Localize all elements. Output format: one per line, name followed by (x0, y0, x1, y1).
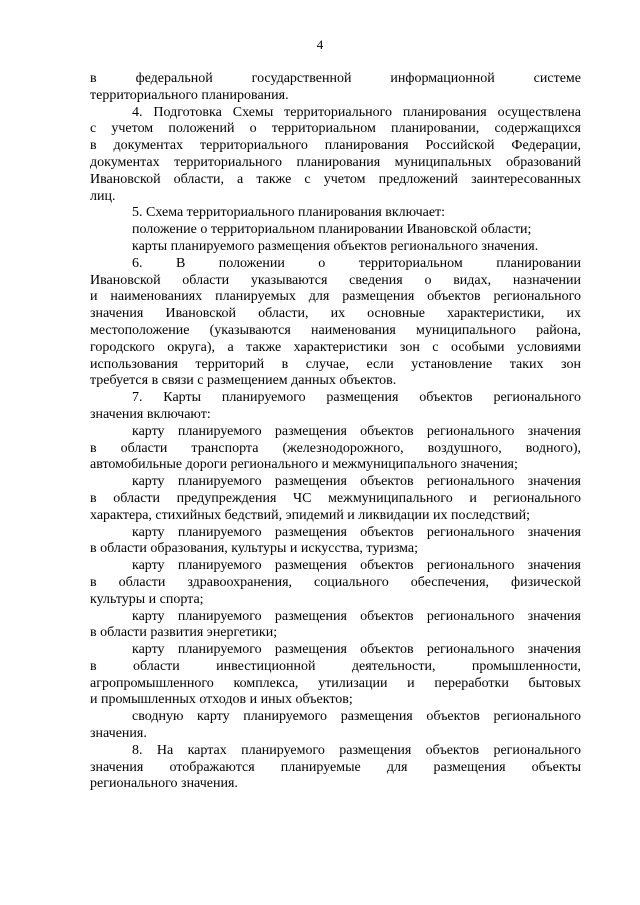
text-line: в области транспорта (железнодорожного, воздушного, водного), (90, 440, 581, 456)
text-line: автомобильные дороги регионального и межмуниципального значения; (90, 457, 518, 473)
text-line: карты планируемого размещения объектов регионального значения. (132, 238, 539, 254)
text-line: в области образования, культуры и искусства, туризма; (90, 541, 419, 557)
text-line: с учетом положений о территориальном планировании, содержащихся (90, 121, 581, 137)
text-line: в области здравоохранения, социального обеспечения, физической (90, 574, 581, 590)
text-line: использования территорий в случае, если установление таких зон (90, 356, 581, 372)
text-line: 6. В положении о территориальном планировании (132, 255, 581, 271)
text-line: культуры и спорта; (90, 591, 204, 607)
text-line: требуется в связи с размещением данных объектов. (90, 373, 397, 389)
text-line: в федеральной государственной информационной системе (90, 71, 581, 86)
text-line: местоположение (указываются наименования муниципального района, (90, 322, 581, 338)
text-line: значения включают: (90, 406, 211, 422)
text-line: значения отображаются планируемые для размещения объекты (90, 759, 581, 775)
text-line: карту планируемого размещения объектов регионального значения (132, 558, 581, 574)
text-line: карту планируемого размещения объектов регионального значения (132, 642, 581, 658)
text-line: территориального планирования. (90, 87, 289, 103)
text-line: городского округа), а также характеристики зон с особыми условиями (90, 339, 581, 355)
text-line: агропромышленного комплекса, утилизации и переработки бытовых (90, 675, 581, 691)
text-line: 4. Подготовка Схемы территориального планирования осуществлена (132, 104, 581, 120)
text-line: Ивановской области, а также с учетом предложений заинтересованных (90, 171, 581, 187)
text-line: характера, стихийных бедствий, эпидемий и ликвидации их последствий; (90, 507, 530, 523)
text-line: в документах территориального планирования Российской Федерации, (90, 138, 581, 154)
text-line: карту планируемого размещения объектов регионального значения (132, 474, 581, 490)
text-line: значения Ивановской области, их основные характеристики, их (90, 306, 581, 322)
text-line: лиц. (90, 188, 116, 204)
text-line: Ивановской области указываются сведения о видах, назначении (90, 272, 581, 288)
text-line: и наименованиях планируемых для размещения объектов регионального (90, 289, 581, 305)
document-body (90, 71, 581, 793)
text-line: регионального значения. (90, 776, 238, 792)
text-line: карту планируемого размещения объектов регионального значения (132, 524, 581, 540)
text-line: карту планируемого размещения объектов регионального значения (132, 423, 581, 439)
text-line: карту планируемого размещения объектов регионального значения (132, 608, 581, 624)
text-line: 8. На картах планируемого размещения объектов регионального (132, 742, 581, 758)
text-line: и промышленных отходов и иных объектов; (90, 692, 353, 708)
text-line: значения. (90, 726, 147, 742)
page-number: 4 (316, 37, 324, 52)
text-line: в области инвестиционной деятельности, промышленности, (90, 658, 581, 674)
text-line: 5. Схема территориального планирования включает: (132, 205, 446, 221)
text-line: 7. Карты планируемого размещения объектов регионального (132, 390, 581, 406)
text-line: сводную карту планируемого размещения объектов регионального (132, 709, 581, 725)
text-line: документах территориального планирования муниципальных образований (90, 154, 581, 170)
text-line: в области предупреждения ЧС межмуниципального и регионального (90, 490, 581, 506)
text-line: в области развития энергетики; (90, 625, 278, 641)
text-line: положение о территориальном планировании Ивановской области; (132, 222, 532, 238)
